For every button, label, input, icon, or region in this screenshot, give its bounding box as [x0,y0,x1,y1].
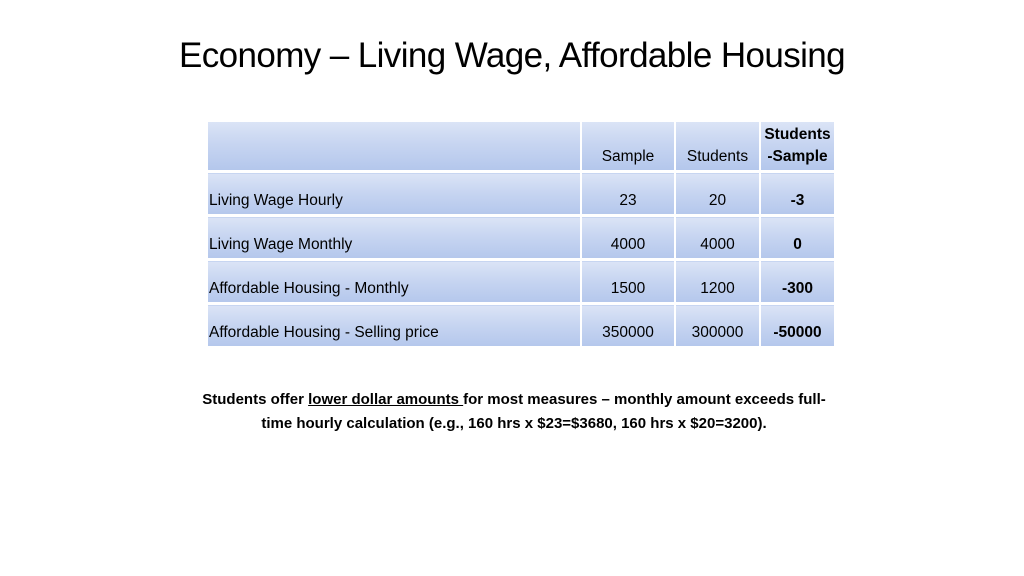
table-row [208,216,834,260]
header-label-cell [208,122,581,172]
row-sample-value: 350000 [581,304,675,348]
summary-caption [200,388,828,436]
row-diff-value: 0 [760,216,834,260]
table-row [208,172,834,216]
table-row [208,304,834,348]
table-row [208,260,834,304]
table-header-row [208,122,834,172]
row-students-value: 300000 [675,304,760,348]
row-label: Affordable Housing - Monthly [208,260,581,304]
caption-underlined-phrase: lower dollar amounts [308,391,464,408]
header-students: Students [675,122,760,172]
row-diff-value: -50000 [760,304,834,348]
header-students-minus-sample [760,122,834,172]
caption-part2: for most measures – monthly amount exceeds full-time hourly calculation (e.g., 160 hrs x $23=$3680, 160 hrs x $20=3200). [261,391,826,432]
header-diff-line1: Students [764,126,831,143]
comparison-table [208,122,834,349]
row-students-value: 1200 [675,260,760,304]
row-sample-value: 1500 [581,260,675,304]
row-label: Affordable Housing - Selling price [208,304,581,348]
row-students-value: 4000 [675,216,760,260]
row-diff-value: -3 [760,172,834,216]
row-students-value: 20 [675,172,760,216]
header-diff-line2: -Sample [767,148,828,165]
row-diff-value: -300 [760,260,834,304]
row-sample-value: 23 [581,172,675,216]
slide-title: Economy – Living Wage, Affordable Housing [178,36,846,75]
row-sample-value: 4000 [581,216,675,260]
row-label: Living Wage Monthly [208,216,581,260]
header-sample: Sample [581,122,675,172]
row-label: Living Wage Hourly [208,172,581,216]
caption-part1: Students offer [202,391,309,408]
